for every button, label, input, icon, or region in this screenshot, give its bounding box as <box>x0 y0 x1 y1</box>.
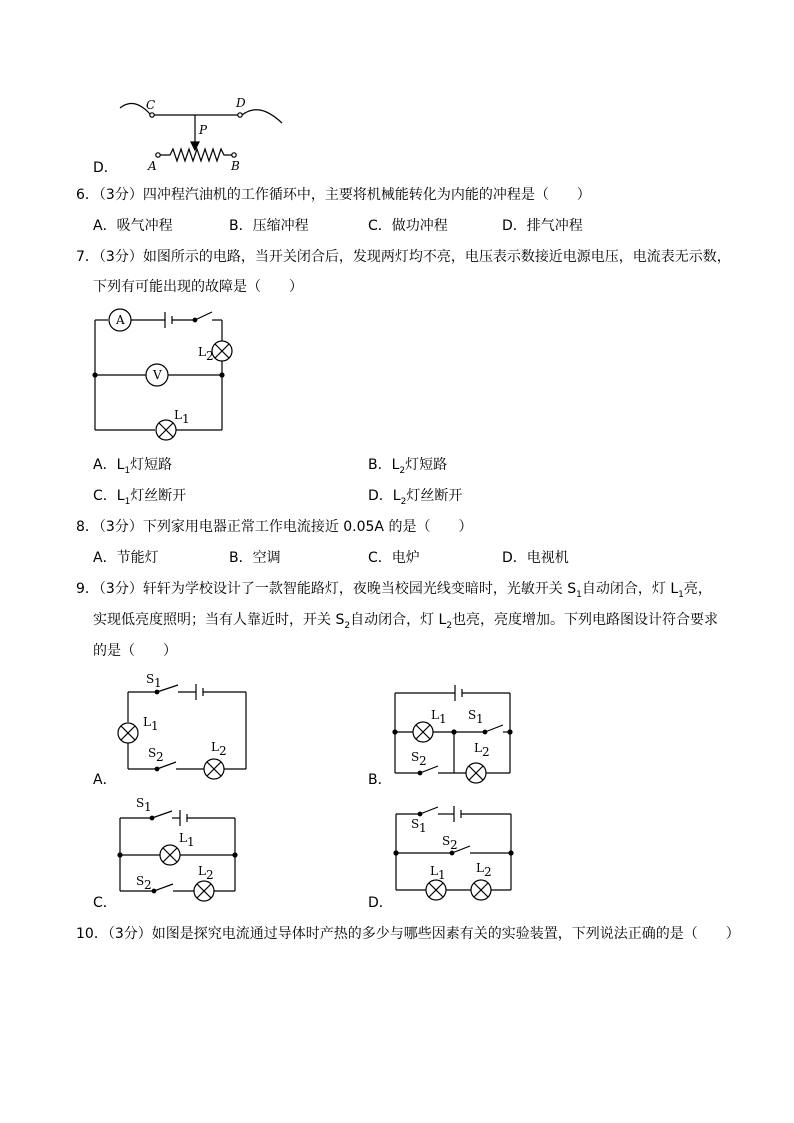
d-s2-label: S <box>442 834 451 848</box>
point-p-label: P <box>199 123 208 137</box>
q6-option-b: B．压缩冲程 <box>229 218 309 234</box>
a-l1-sub: 1 <box>151 719 159 733</box>
b-l1-sub: 1 <box>439 712 447 726</box>
q5-option-d-label: D． <box>93 160 118 176</box>
c-l1-sub: 1 <box>187 835 195 849</box>
d-l2-label: L <box>476 861 484 875</box>
d-l1-label: L <box>430 864 438 878</box>
b-l2-label: L <box>474 741 482 755</box>
q7-stem-line1: 7．（3分）如图所示的电路，当开关闭合后，发现两灯均不亮，电压表示数接近电源电压，电流表无示数， <box>76 249 731 265</box>
d-l2-sub: 2 <box>484 865 492 879</box>
c-s2-sub: 2 <box>144 878 152 892</box>
a-l1-label: L <box>143 715 151 729</box>
d-s1-sub: 1 <box>419 821 427 835</box>
ammeter-label: A <box>116 313 125 327</box>
d-l1-sub: 1 <box>438 868 446 882</box>
q10-stem: 10．（3分）如图是探究电流通过导体时产热的多少与哪些因素有关的实验装置，下列说法正确的是（ ） <box>76 926 740 942</box>
point-b-label: B <box>231 159 240 173</box>
q6-option-c: C．做功冲程 <box>368 218 448 234</box>
q7-option-b: B．$L_2$灯短路 <box>368 457 448 476</box>
q9-option-a-label: A． <box>93 772 117 788</box>
b-s2-sub: 2 <box>419 754 427 768</box>
b-l1-label: L <box>431 708 439 722</box>
q7-l1-label: L <box>174 408 182 422</box>
c-l1-label: L <box>179 831 187 845</box>
point-d-label: D <box>236 96 246 110</box>
q8-option-b: B．空调 <box>229 550 281 566</box>
q6-option-d: D．排气冲程 <box>502 218 583 234</box>
q7-l1-subscript: 1 <box>182 412 190 426</box>
b-s1-sub: 1 <box>476 712 484 726</box>
a-s1-label: S <box>146 672 155 686</box>
q8-option-c: C．电炉 <box>368 550 420 566</box>
a-s1-sub: 1 <box>154 676 162 690</box>
c-s2-label: S <box>136 874 145 888</box>
c-s1-sub: 1 <box>144 800 152 814</box>
q7-l2-subscript: 2 <box>206 349 214 363</box>
q9-stem-line2: 实现低亮度照明；当有人靠近时，开关 $S_2$自动闭合，灯 $L_2$也亮，亮度增加。下列电路图设计符合要求 <box>93 612 719 631</box>
a-s2-label: S <box>148 746 157 760</box>
q7-option-c: C．$L_1$灯丝断开 <box>93 488 187 507</box>
q9-stem-line1: 9．（3分）轩轩为学校设计了一款智能路灯，夜晚当校园光线变暗时，光敏开关 $S_1$自动闭合，灯 $L_1$亮， <box>76 581 712 600</box>
q7-l2-label: L <box>198 345 206 359</box>
q7-stem-line2: 下列有可能出现的故障是（ ） <box>93 279 303 295</box>
q7-option-d: D．$L_2$灯丝断开 <box>368 488 463 507</box>
q9-option-c-label: C． <box>93 895 117 911</box>
voltmeter-label: V <box>153 368 162 382</box>
c-s1-label: S <box>136 796 145 810</box>
d-s1-label: S <box>411 817 420 831</box>
b-s2-label: S <box>411 750 420 764</box>
point-c-label: C <box>146 98 156 112</box>
q9-stem-line3: 的是（ ） <box>93 643 177 659</box>
q8-stem: 8．（3分）下列家用电器正常工作电流接近 0.05A 的是（ ） <box>76 519 473 535</box>
a-s2-sub: 2 <box>156 750 164 764</box>
q9-option-b-label: B． <box>368 772 392 788</box>
c-l2-sub: 2 <box>206 868 214 882</box>
q9-option-d-label: D． <box>368 895 393 911</box>
b-s1-label: S <box>468 708 477 722</box>
q7-option-a: A．$L_1$灯短路 <box>93 457 173 476</box>
q6-stem: 6．（3分）四冲程汽油机的工作循环中，主要将机械能转化为内能的冲程是（ ） <box>76 187 591 203</box>
d-s2-sub: 2 <box>450 838 458 852</box>
q8-option-d: D．电视机 <box>502 550 569 566</box>
q8-option-a: A．节能灯 <box>93 550 159 566</box>
b-l2-sub: 2 <box>482 745 490 759</box>
c-l2-label: L <box>198 864 206 878</box>
a-l2-sub: 2 <box>219 744 227 758</box>
point-a-label: A <box>148 159 157 173</box>
a-l2-label: L <box>211 740 219 754</box>
q6-option-a: A．吸气冲程 <box>93 218 173 234</box>
